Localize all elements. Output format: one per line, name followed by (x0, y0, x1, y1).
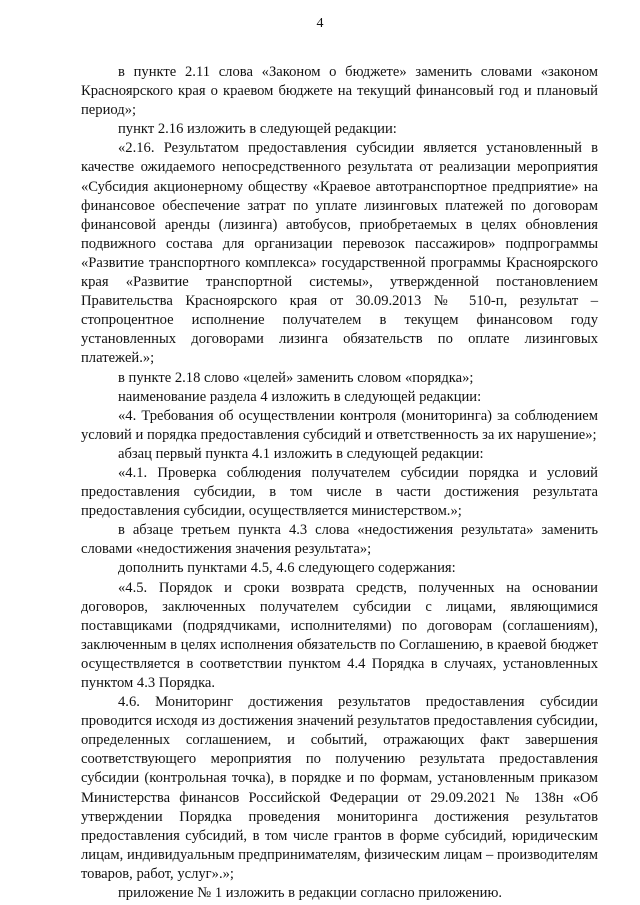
paragraph-4-1-text: «4.1. Проверка соблюдения получателем субсидии порядка и условий предоставления субсидии, в том числе в части достижения результата предоставления субсидии, осуществляется министерством.»; (81, 464, 598, 520)
paragraph-2-16-intro: пункт 2.16 изложить в следующей редакции: (118, 121, 397, 138)
paragraph-4-3-amendment: в абзаце третьем пункта 4.3 слова «недостижения результата» заменить словами «недостижения значения результата»; (81, 522, 598, 558)
document-body (81, 63, 598, 903)
paragraph-appendix-1: приложение № 1 изложить в редакции согласно приложению. (118, 885, 503, 902)
paragraph-4-5-4-6-intro: дополнить пунктами 4.5, 4.6 следующего содержания: (118, 560, 456, 577)
paragraph-section-4-title-intro: наименование раздела 4 изложить в следующей редакции: (118, 388, 482, 405)
paragraph-4-1-intro: абзац первый пункта 4.1 изложить в следующей редакции: (118, 445, 484, 462)
paragraph-section-4-title: «4. Требования об осуществлении контроля (мониторинга) за соблюдением условий и порядка предоставления субсидий и ответственность за их нарушение»; (81, 407, 598, 443)
paragraph-4-5-text: «4.5. Порядок и сроки возврата средств, полученных на основании договоров, заключенных получателем субсидии с лицами, являющимися поставщиками (подрядчиками, исполнителями) по договорам (соглашениям), заключенным в целях исполнения обязательств по Соглашению, в краевой бюджет осуществляется в соответствии пунктом 4.4 Порядка в случаях, установленных пунктом 4.3 Порядка. (81, 579, 598, 691)
paragraph-4-6-text: 4.6. Мониторинг достижения результатов предоставления субсидии проводится исходя из достижения значений результатов предоставления субсидии, определенных соглашением, и событий, отражающих факт завершения соответствующего мероприятия по получению результата предоставления субсидии (контрольная точка), в порядке и по формам, установленным приказом Министерства финансов Российской Федерации от 29.09.2021 № 138н «Об утверждении Порядка проведения мониторинга достижения результатов предоставления субсидий, в том числе грантов в форме субсидий, юридическим лицам, индивидуальным предпринимателям, физическим лицам – производителям товаров, работ, услуг».»; (81, 694, 598, 882)
paragraph-2-16-text: «2.16. Результатом предоставления субсидии является установленный в качестве ожидаемого непосредственного результата от реализации мероприятия «Субсидия акционерному обществу «Краевое автотранспортное предприятие» на финансовое обеспечение затрат по уплате лизинговых платежей по договорам финансовой аренды (лизинга) автобусов, приобретаемых в целях обновления подвижного состава для организации перевозок пассажиров» подпрограммы «Развитие транспортного комплекса» государственной программы Красноярского края «Развитие транспортной системы», утвержденной постановлением Правительства Красноярского края от 30.09.2013 № 510-п, результат – стопроцентное исполнение получателем в текущем финансовом году установленных договорами лизинга обязательств по оплате лизинговых платежей.»; (81, 140, 598, 367)
paragraph-2-11-amendment: в пункте 2.11 слова «Законом о бюджете» заменить словами «законом Красноярского края о краевом бюджете на текущий финансовый год и плановый период»; (81, 64, 598, 119)
page-number: 4 (316, 16, 324, 31)
paragraph-2-18-amendment: в пункте 2.18 слово «целей» заменить словом «порядка»; (118, 369, 474, 386)
